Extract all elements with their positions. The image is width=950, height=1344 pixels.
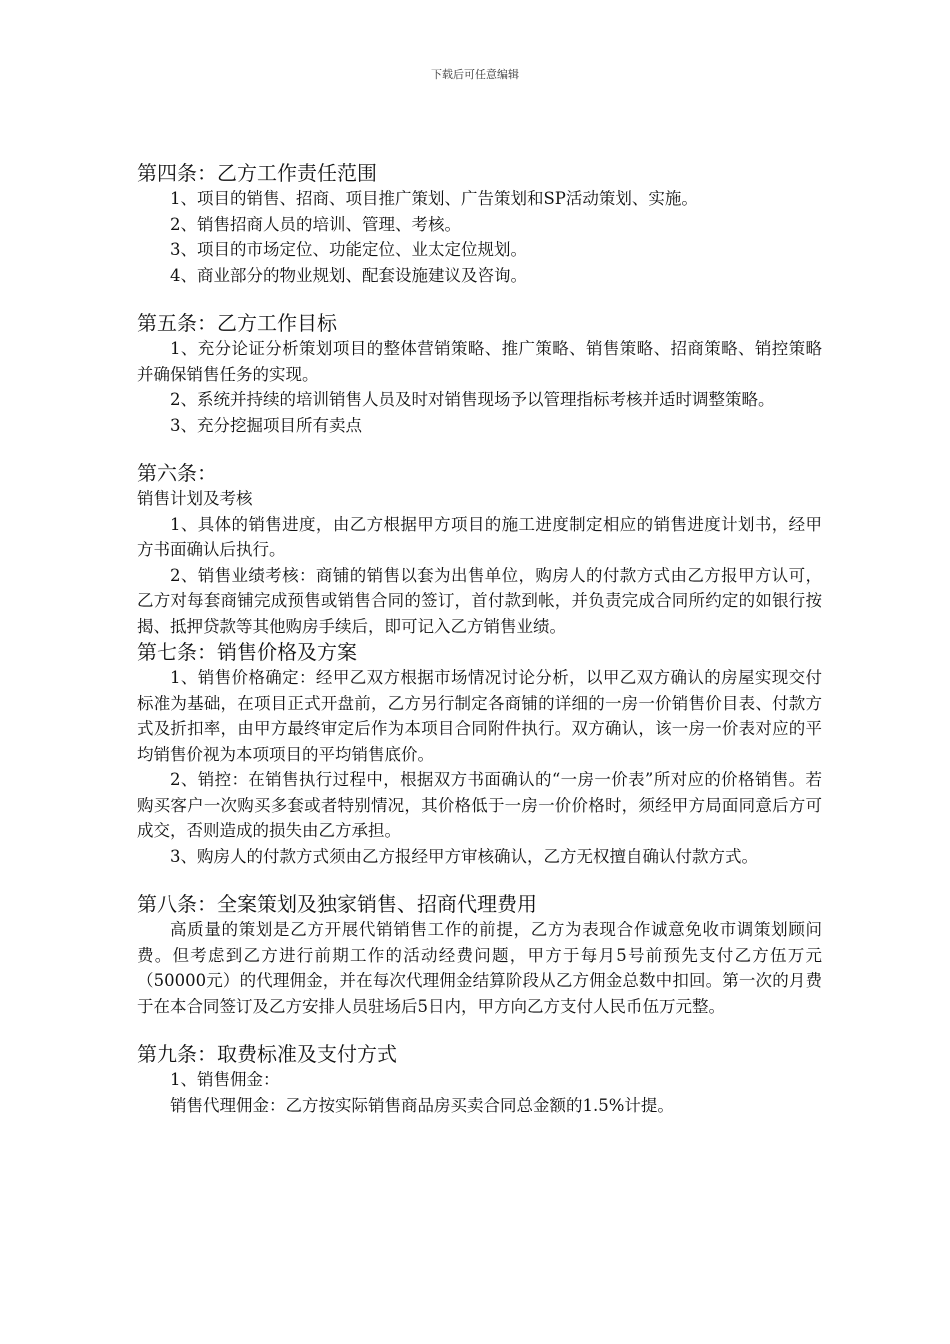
section-title: 第六条： [137, 461, 217, 485]
section-title: 第八条：全案策划及独家销售、招商代理费用 [137, 892, 537, 916]
header-note: 下载后可任意编辑 [431, 68, 519, 81]
paragraph: 1、具体的销售进度，由乙方根据甲方项目的施工进度制定相应的销售进度计划书，经甲方书面确认后执行。 [137, 514, 822, 559]
paragraph: 1、销售佣金： [170, 1070, 280, 1089]
paragraph: 销售代理佣金：乙方按实际销售商品房买卖合同总金额的1.5%计提。 [170, 1095, 674, 1115]
section-title: 第七条：销售价格及方案 [137, 640, 357, 664]
paragraph: 高质量的策划是乙方开展代销销售工作的前提，乙方为表现合作诚意免收市调策划顾问费。但考虑到乙方进行前期工作的活动经费问题，甲方于每月5号前预先支付乙方伍万元（50000元）的代理佣金，并在每次代理佣金结算阶段从乙方佣金总数中扣回。第一次的月费于在本合同签订及乙方安排人员驻场后5日内，甲方向乙方支付人民币伍万元整。 [137, 920, 822, 1016]
paragraph: 3、充分挖掘项目所有卖点 [170, 415, 362, 435]
section-title: 第九条：取费标准及支付方式 [137, 1042, 397, 1066]
paragraph: 4、商业部分的物业规划、配套设施建议及咨询。 [170, 265, 527, 285]
paragraph: 2、销控：在销售执行过程中，根据双方书面确认的“一房一价表”所对应的价格销售。若购买客户一次购买多套或者特别情况，其价格低于一房一价价格时，须经甲方局面同意后方可成交，否则造成的损失由乙方承担。 [137, 770, 822, 840]
section-title: 第四条：乙方工作责任范围 [137, 161, 377, 185]
document-body [137, 160, 822, 1118]
paragraph: 3、购房人的付款方式须由乙方报经甲方审核确认，乙方无权擅自确认付款方式。 [170, 846, 758, 866]
paragraph: 2、系统并持续的培训销售人员及时对销售现场予以管理指标考核并适时调整策略。 [170, 390, 775, 409]
paragraph: 1、销售价格确定：经甲乙双方根据市场情况讨论分析，以甲乙双方确认的房屋实现交付标准为基础，在项目正式开盘前，乙方另行制定各商铺的详细的一房一价销售价目表、付款方式及折扣率，由甲方最终审定后作为本项目合同附件执行。双方确认，该一房一价表对应的平均销售价视为本项项目的平均销售底价。 [137, 668, 822, 764]
paragraph: 2、销售业绩考核：商铺的销售以套为出售单位，购房人的付款方式由乙方报甲方认可，乙方对每套商铺完成预售或销售合同的签订，首付款到帐，并负责完成合同所约定的如银行按揭、抵押贷款等其他购房手续后，即可记入乙方销售业绩。 [137, 565, 822, 636]
paragraph: 1、充分论证分析策划项目的整体营销策略、推广策略、销售策略、招商策略、销控策略并确保销售任务的实现。 [137, 339, 822, 384]
section-subtitle: 销售计划及考核 [137, 489, 253, 508]
paragraph: 1、项目的销售、招商、项目推广策划、广告策划和SP活动策划、实施。 [170, 189, 698, 208]
paragraph: 2、销售招商人员的培训、管理、考核。 [170, 214, 461, 234]
section-title: 第五条：乙方工作目标 [137, 311, 337, 335]
paragraph: 3、项目的市场定位、功能定位、业太定位规划。 [170, 240, 527, 259]
